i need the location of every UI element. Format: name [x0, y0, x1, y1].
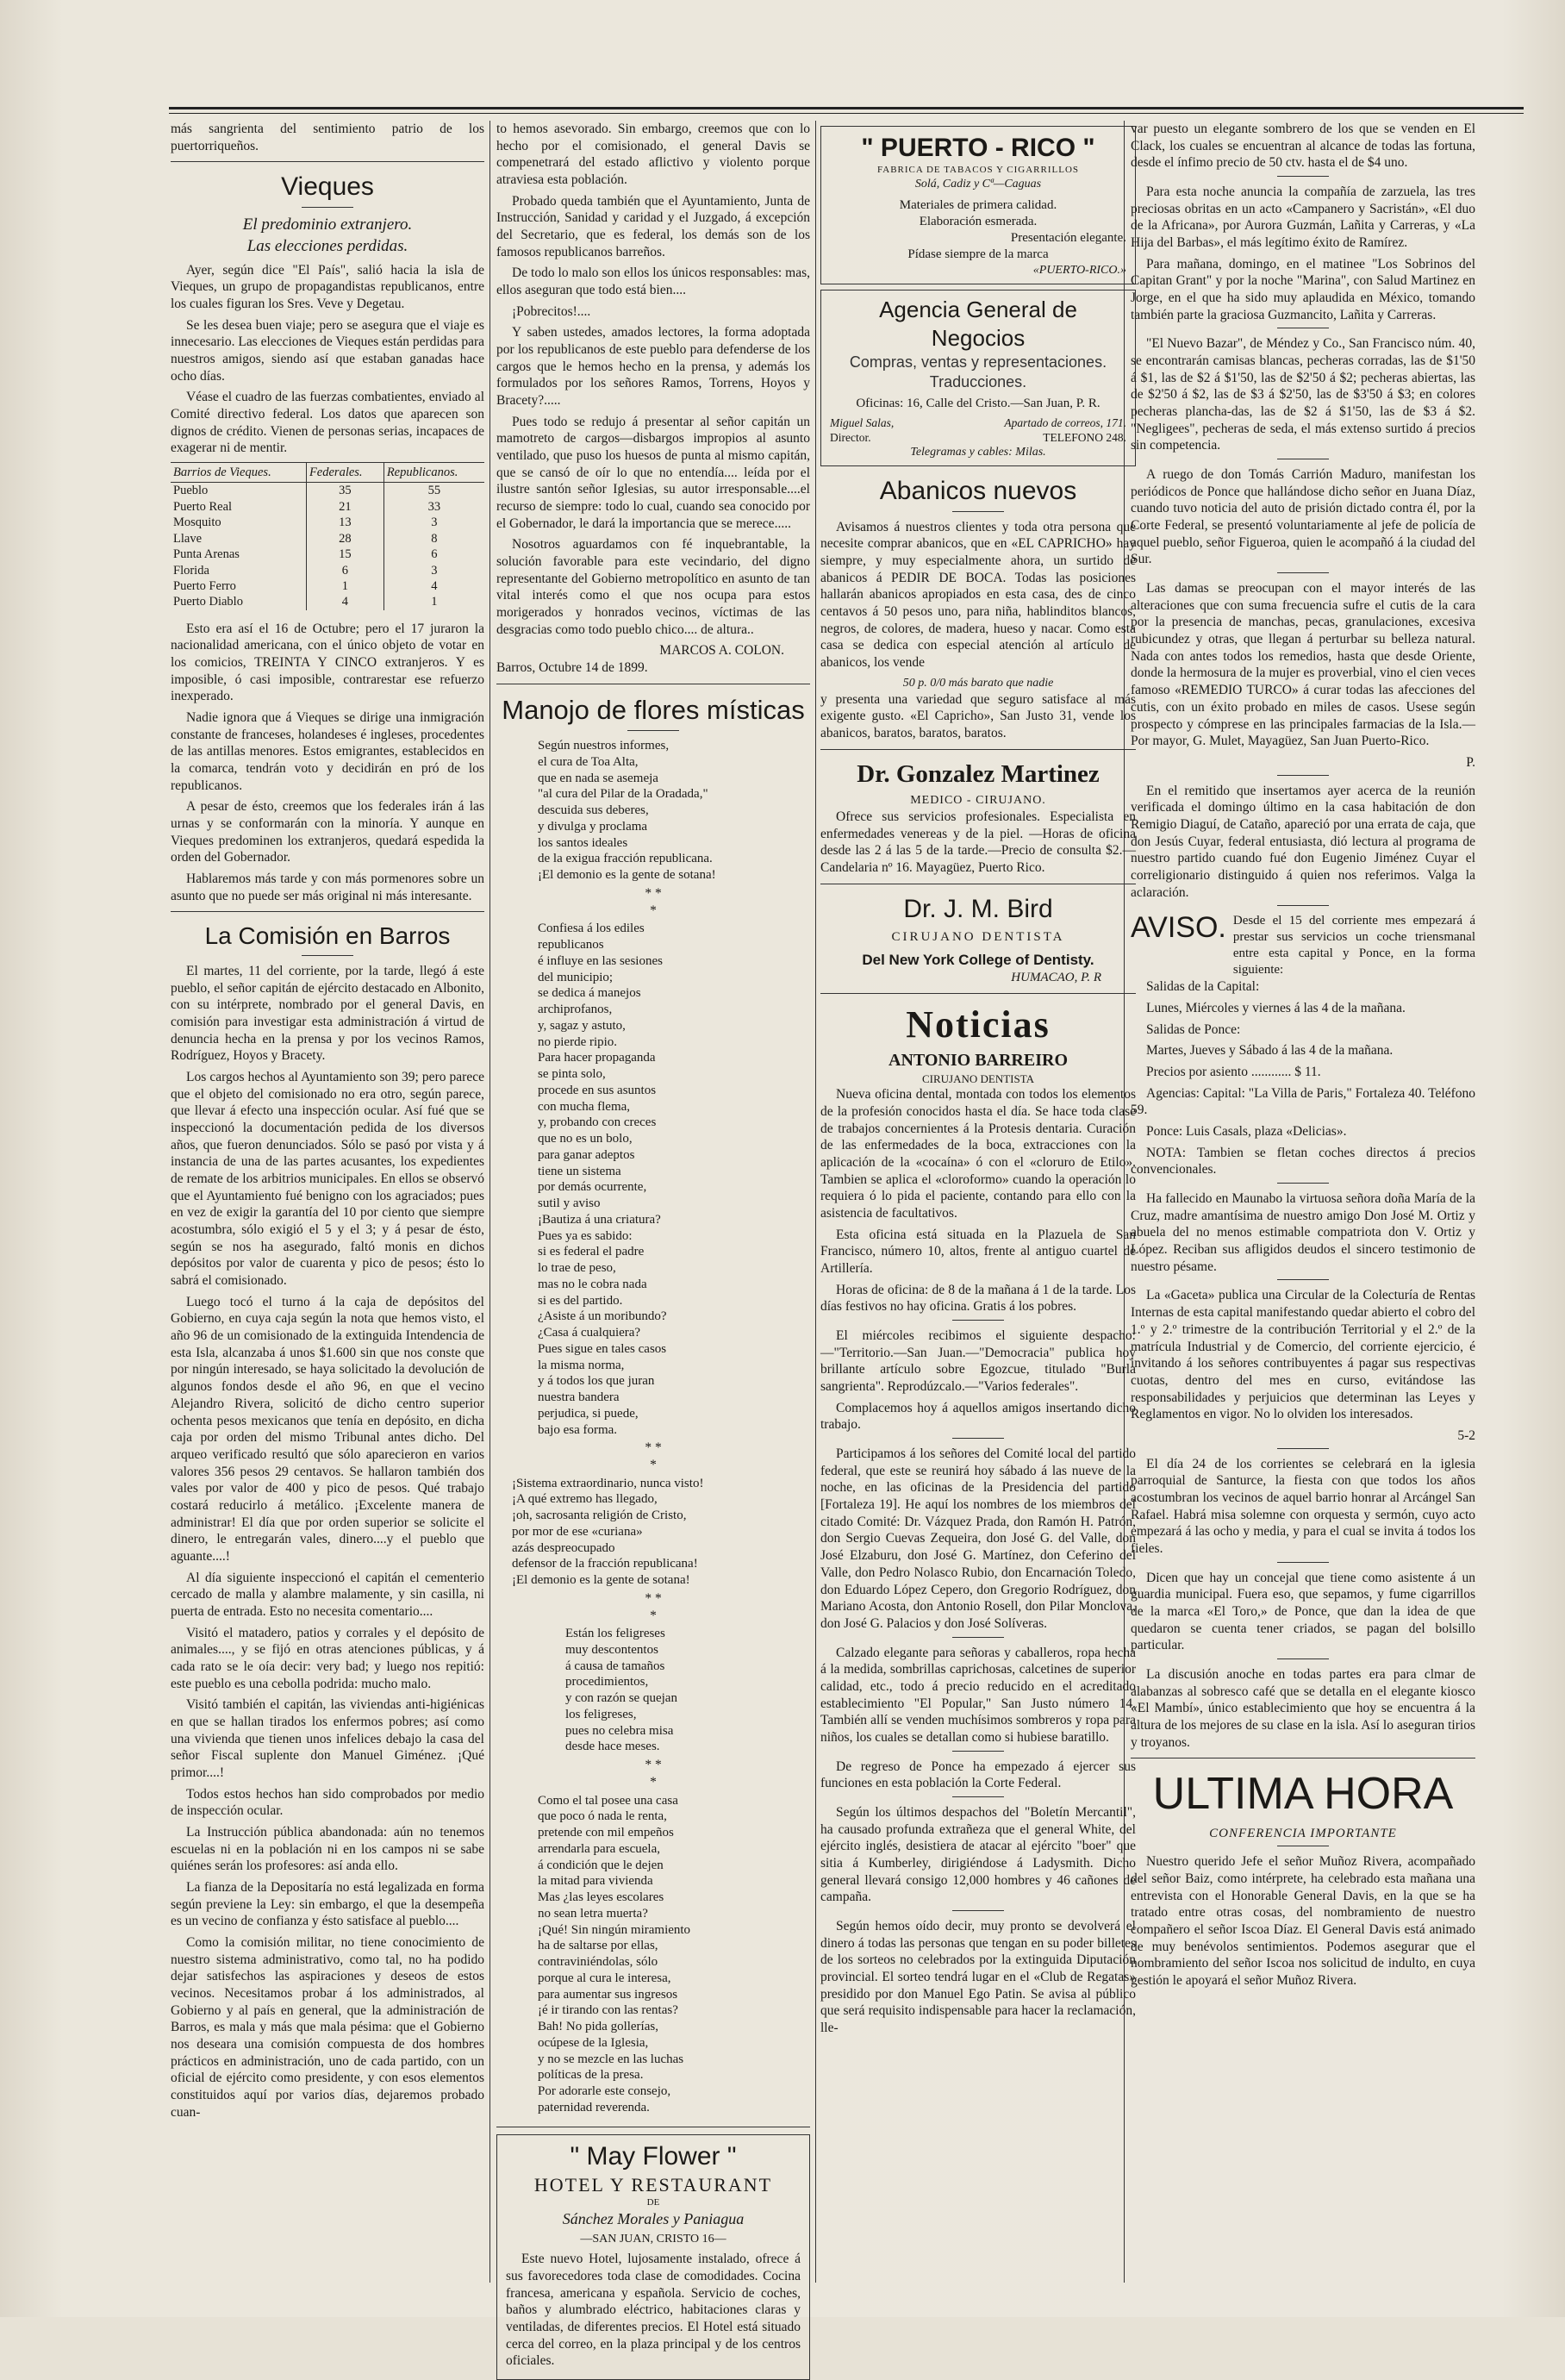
ad-text: Presentación elegante. — [1010, 230, 1126, 245]
poem-line: por demás ocurrente, — [538, 1180, 647, 1195]
paragraph: Y saben ustedes, amados lectores, la forma adoptada por los republicanos de este pueblo para defenderse de los cargos que le hemos hecho en la prensa, y además los formulados por los señores Ramos, Torrens, Hoyos y Bracety?..... — [496, 325, 810, 409]
stanza-separator: * * * — [645, 1440, 662, 1472]
poem-line: defensor de la fracción republicana! — [512, 1557, 698, 1571]
divider — [952, 1320, 1004, 1321]
ad-text: DE — [646, 2196, 660, 2208]
poem-stanza — [496, 1793, 810, 2116]
paragraph: Esto era así el 16 de Octubre; pero el 17 juraron la nacionalidad americana, con el único objeto de votar en los comicios, TREINTA Y CINCO extranjeros. Y es imposible, ó casi imposible, contrarestar ese refuerzo inexperado. — [171, 621, 484, 704]
poem-line: muy descontentos — [565, 1642, 658, 1657]
divider — [1277, 1562, 1329, 1563]
divider — [302, 207, 353, 208]
paragraph: Dicen que hay un concejal que tiene como asistente á un guardia municipal. Fuera eso, que sepamos, y fume cigarrillos de la marca «El Toro,» de Ponce, que dan la idea de que quedaron se cuenta tener criados, se pagan del bolsillo particular. — [1131, 1570, 1475, 1653]
header-rule-thin — [169, 113, 1524, 114]
ad-text: Del New York College of Dentisty. — [862, 951, 1094, 968]
poem-line: la misma norma, — [538, 1358, 625, 1372]
ad-text: Materiales de primera calidad. — [899, 197, 1057, 212]
ad-text: TELEFONO 248. — [1043, 430, 1126, 444]
divider — [952, 1438, 1004, 1439]
column-3 — [820, 121, 1136, 2283]
paragraph: A ruego de don Tomás Carrión Maduro, manifestan los periódicos de Ponce que hallándose dicho señor en Juana Díaz, cuando tuvo noticia del auto de prisión dictado contra él, por la Corte Federal, se presentó voluntariamente al jefe de policía de aquel pueblo, señor Figueroa, quien le acompañó á la ciudad del Sur. — [1131, 467, 1475, 567]
paragraph: Las damas se preocupan con el mayor interés de las alteraciones que con suma frecuencia sufre el cutis de la cara por la presencia de manchas, pecas, granulaciones, excesiva rubicundez y otras, que llegan á perturbar su belleza natural. Nada con antes todos los remedios, hasta que desde Oriente, donde la hermosura de la mujer es proverbial, vino el cien veces famoso «REMEDIO TURCO» á curar todas las afecciones del cutis, con un éxito probado en miles de casos. Usese según prospecto y cómprese en las principales farmacias de la Isla.—Por mayor, G. Mulet, Mayagüez, San Juan Puerto-Rico. — [1131, 581, 1475, 749]
poem-line: "al cura del Pilar de la Oradada," — [538, 787, 708, 802]
table-cell: 4 — [383, 578, 484, 594]
divider — [952, 1637, 1004, 1638]
ad-subtitle: CIRUJANO DENTISTA — [891, 929, 1065, 944]
article-title: ULTIMA HORA — [1152, 1769, 1454, 1820]
poem-line: Bah! No pida gollerías, — [538, 2020, 658, 2034]
ad-title: Agencia General de Negocios — [879, 296, 1077, 351]
poem-line: no pierde ripio. — [538, 1034, 618, 1049]
poem-line: Como el tal posee una casa — [538, 1793, 678, 1808]
poem-stanza — [496, 1476, 810, 1589]
table-cell: 15 — [306, 547, 383, 562]
signature: P. — [1466, 754, 1475, 770]
divider — [302, 955, 353, 956]
poem-line: y, sagaz y astuto, — [538, 1018, 626, 1033]
table-cell: 33 — [383, 499, 484, 515]
ad-text: Telegramas y cables: Milas. — [910, 445, 1046, 459]
table-row — [171, 531, 484, 547]
poem-line: bajo esa forma. — [538, 1422, 618, 1437]
paragraph: La fianza de la Depositaría no está legalizada en forma según previene la Ley: sin embargo, el que la desempeña es un vecino de confianza y ésto satisface al pueblo.... — [171, 1879, 484, 1929]
poem-line: ¡El demonio es la gente de sotana! — [538, 868, 716, 883]
ad-text: Miguel Salas, — [830, 415, 895, 429]
divider — [1277, 905, 1329, 906]
ad-title: " PUERTO - RICO " — [861, 134, 1095, 162]
poem-line: Confiesa á los ediles — [538, 921, 645, 936]
poem-line: Pues ya es sabido: — [538, 1228, 633, 1243]
ad-text: Apartado de correos, 171. — [1004, 415, 1126, 429]
ad-text: HUMACAO, P. R — [1011, 970, 1101, 984]
paragraph: más sangrienta del sentimiento patrio de los puertorriqueños. — [171, 122, 484, 153]
paragraph: var puesto un elegante sombrero de los que se venden en El Clack, los cuales se encuentran al alcance de todas las fortuna, desde el ínfimo precio de 50 ctv. hasta el de $4 uno. — [1131, 122, 1475, 171]
table-cell: Puerto Ferro — [173, 578, 236, 593]
table-cell: 35 — [306, 483, 383, 499]
aviso-label: AVISO. — [1131, 911, 1226, 945]
ad-text: Este nuevo Hotel, lujosamente instalado, ofrece á sus favorecedores toda clase de comodidades. Cocina francesa, americana y española. Servicio de coches, baños y alumbrado eléctrico, habitaciones claras y ventiladas, de diferentes precios. El Hotel está situado cerca del correo, en la plaza principal y de los centros oficiales. — [506, 2252, 801, 2369]
poem-line: del municipio; — [538, 970, 614, 984]
paragraph: La Instrucción pública abandonada: aún no tenemos escuelas ni en la población ni en los campos ni se sabe quiénes serán los profesores: así anda ello. — [171, 1824, 484, 1874]
poem-line: á causa de tamaños — [565, 1659, 665, 1673]
ad-text: Elaboración esmerada. — [919, 214, 1038, 228]
article-subtitle: Las elecciones perdidas. — [246, 236, 408, 255]
table-row — [171, 499, 484, 515]
divider — [627, 730, 679, 731]
paragraph: Avisamos á nuestros clientes y toda otra persona que necesite comprar abanicos, que en «EL CAPRICHO» hay siempre, y muy especialmente ahora, un surtido de abanicos á PEDIR DE BOCA. Todas las posiciones hallarán abanicos apropiados en esta casa, des de cinco centavos á 50 pesos uno, para niña, hablinditos blancos, negros, de colores, de madera, hueso y nacar. Como esta casa se dedica con especial atención al artículo de abanicos, los vende — [820, 519, 1136, 671]
poem-line: no sean letra muerta? — [538, 1906, 648, 1921]
paragraph: Ha fallecido en Maunabo la virtuosa señora doña María de la Cruz, madre amantísima de nuestro amigo Don José M. Ortiz y abuela del no menos estimable compatriota don V. Ortiz y López. Reciban sus afligidos deudos el sincero testimonio de nuestro pésame. — [1131, 1191, 1475, 1274]
stanza-separator: * * * — [645, 1590, 662, 1623]
paragraph: Nosotros aguardamos con fé inquebrantable, la solución favorable para este vecindario, del digno representante del Gobierno metropolítico en asunto de tan vital interés como el que nos ocupa para estos morigerados y honrados vecinos, víctimas de las desgracias como todo pueblo chico.... de altura.. — [496, 537, 810, 637]
poem-line: ¡El demonio es la gente de sotana! — [512, 1573, 690, 1588]
paragraph: Esta oficina está situada en la Plazuela de San Francisco, número 10, altos, frente al antiguo cuartel de Artillería. — [820, 1227, 1136, 1277]
signature: MARCOS A. COLON. — [659, 643, 784, 659]
paragraph: y presenta una variedad que seguro satisface al más exigente gusto. «El Capricho», San Justo 31, vende los abanicos, baratos, baratos, baratos. — [820, 691, 1136, 740]
article-title: Abanicos nuevos — [879, 476, 1077, 505]
ad-text: Solá, Cadiz y Cª—Caguas — [914, 178, 1042, 191]
column-2 — [496, 121, 810, 2369]
poem-stanza — [496, 1626, 810, 1755]
table-cell: 3 — [383, 515, 484, 530]
poem-line: ¡Bautiza á una criatura? — [538, 1212, 661, 1227]
divider — [952, 1910, 1004, 1911]
paragraph: A pesar de ésto, creemos que los federales irán á las urnas y se conformarán con la minoría. Y aunque en Vieques predominen los extranjeros, quedará espedida la orden del Gobernador. — [171, 799, 484, 865]
paragraph: to hemos asevorado. Sin embargo, creemos que con lo hecho por el comisionado, el general Davis se compenetrará del estado aflictivo y violento porque atraviesa esta población. — [496, 122, 810, 188]
mayflower-ad — [496, 2134, 810, 2380]
poem-line: que no es un bolo, — [538, 1132, 633, 1146]
poem-line: ¡Sistema extraordinario, nunca visto! — [512, 1476, 704, 1490]
divider — [1277, 1448, 1329, 1449]
paragraph: Según los últimos despachos del "Boletín Mercantil", ha causado profunda extrañeza que el general White, del ejército inglés, desistiera de atacar al ejército "boer" que sitia á Kumberley, dirigiéndose á Ladysmith. Dicho general llevará consigo 12,000 hombres y 46 cañones de campaña. — [820, 1804, 1136, 1905]
poem-line: mas no le cobra nada — [538, 1277, 647, 1291]
poem-stanza — [496, 738, 810, 884]
table-row — [171, 578, 484, 594]
poem-line: pretende con mil empeños — [538, 1826, 674, 1840]
column-1 — [171, 121, 484, 2283]
column-4 — [1131, 121, 1475, 2283]
poem-line: Según nuestros informes, — [538, 739, 670, 753]
poem-line: Pues sigue en tales casos — [538, 1341, 667, 1356]
table-cell: 1 — [383, 594, 484, 609]
paragraph: De regreso de Ponce ha empezado á ejercer sus funciones en esta población la Corte Federal. — [820, 1758, 1136, 1791]
paragraph: Nueva oficina dental, montada con todos los elementos de la profesión conocidos hasta el día. Se hace toda clase de trabajos concernientes á la Protesis dentaria. Curación de las enfermedades de la boca, extracciones con la aplicación de la «cocaína» ó con el «cloruro de Etilo». Tambien se aplica el «cloroformo» cuando la operación lo requiera ó lo pida el paciente, contando para ello con la asistencia de facultativos. — [820, 1087, 1136, 1221]
divider — [1277, 1279, 1329, 1280]
poem-line: y no se mezcle en las luchas — [538, 2052, 684, 2066]
poem-line: é influye en las sesiones — [538, 953, 663, 968]
stanza-separator: * * * — [645, 885, 662, 918]
paragraph: Al día siguiente inspeccionó el capitán el cementerio cercado de malla y alambre malamente, y sin casilla, ni puerta de entrada. Esto no necesita comentario.... — [171, 1570, 484, 1619]
paragraph: Desde el 15 del corriente mes empezará á prestar sus servicios un coche triensmanal entre esta capital y Ponce, en la forma siguiente: — [1232, 914, 1475, 978]
paragraph: NOTA: Tambien se fletan coches directos á precios convencionales. — [1131, 1145, 1475, 1178]
poem-line: arrendarla para escuela, — [538, 1841, 660, 1856]
table-row — [171, 515, 484, 530]
ad-title: ANTONIO BARREIRO — [888, 1051, 1068, 1071]
paragraph: Visitó el matadero, patios y corrales y el depósito de animales...., y se fijó en otras atenciones públicas, y á cada rato se le oía decir: very bad; y luego nos repitió: este pueblo es una cebolla podrida: mucho malo. — [171, 1625, 484, 1691]
poem-line: perjudica, si puede, — [538, 1406, 639, 1421]
divider — [1277, 176, 1329, 177]
poem-line: que en nada se asemeja — [538, 771, 658, 785]
poem-line: azás despreocupado — [512, 1540, 615, 1555]
signature: 5-2 — [1457, 1427, 1475, 1443]
ad-subtitle: CIRUJANO DENTISTA — [921, 1071, 1035, 1085]
paragraph: Salidas de Ponce: — [1146, 1021, 1241, 1037]
table-header: Republicanos. — [383, 463, 484, 483]
table-row — [171, 483, 484, 499]
paragraph: Lunes, Miércoles y viernes á las 4 de la mañana. — [1146, 1001, 1406, 1016]
paragraph: Calzado elegante para señoras y caballeros, ropa hecha á la medida, sombrillas caprichosas, calcetines de superior calidad, etc., todo á precio reducido en el acreditado establecimiento "El Popular," San Justo número 14. También allí se venden muchísimos sombreros y ropa para niños, los cuales se detallan como si hubiese baratillo. — [820, 1645, 1136, 1745]
puerto-rico-ad — [820, 126, 1136, 284]
divider — [820, 993, 1136, 994]
poem-line: ¿Asiste á un moribundo? — [538, 1309, 667, 1324]
table-cell: 6 — [383, 547, 484, 562]
divider — [1277, 572, 1329, 573]
table-cell: 4 — [306, 594, 383, 609]
poem-line: ¡oh, sacrosanta religión de Cristo, — [512, 1509, 687, 1523]
poem-line: de la exigua fracción republicana. — [538, 852, 713, 866]
ad-subtitle: HOTEL Y RESTAURANT — [533, 2173, 773, 2196]
ad-title: Dr. J. M. Bird — [903, 894, 1053, 923]
poem-line: tiene un sistema — [538, 1164, 621, 1178]
poem-line: Para hacer propaganda — [538, 1051, 656, 1065]
paragraph: "El Nuevo Bazar", de Méndez y Co., San Francisco núm. 40, se encontrarán camisas blancas, pecheras corradas, las de $1'50 á $1, las de $2 á $1'50, las de $2'50 á $2; pecheras abiertas, las de $2'50 á $2, las de $3 á $2'50, las de $3'50 á $3; en colores pecheras plancha-das, las de $2 á $1'50, las de $3 á $2. "Negligees", pecheras de seda, el más extenso surtido á precios sin competencia. — [1131, 336, 1475, 453]
table-cell: 1 — [306, 578, 383, 594]
article-title: Manojo de flores místicas — [502, 694, 805, 725]
poem-line: que poco ó nada le renta, — [538, 1809, 667, 1824]
table-row — [171, 563, 484, 578]
section-title: Noticias — [906, 1003, 1051, 1046]
poem-line: si es del partido. — [538, 1293, 623, 1308]
poem-line: y con razón se quejan — [565, 1691, 677, 1706]
ad-text: Director. — [830, 430, 871, 444]
poem-line: los santos ideales — [538, 835, 628, 850]
aviso-block — [1131, 913, 1475, 978]
table-cell: Llave — [173, 531, 203, 546]
paragraph: ¡Pobrecitos!.... — [512, 303, 591, 319]
divider — [820, 749, 1136, 750]
table-cell: 3 — [383, 563, 484, 578]
ad-row — [830, 415, 1126, 430]
paragraph: Luego tocó el turno á la caja de depósitos del Gobierno, en cuya caja según la nota que hemos visto, el año 96 de un comisionado de la extinguida Intendencia de esta Isla, alcanzaba á unos $1.600 sin que nos conste que por ningún interesado, se haya solicitado la devolución de algunos fondos desde el año 96, en que el vecino Alejandro Rivera, solicitó de dicho centro superior ochenta pesos mexicanos que tenía en depósito, en dicha caja por orden del mismo Tribunal antes dicho. Del arqueo verificado resultó que sólo aparecieron en varios valores 356 pesos 29 centavos. Se hallaron también dos vales por valor de 400 y pico de pesos. Qué trabajo costará reducirlo á metálico. ¡Excelente manera de administrar! El día que por orden superior se solicite el dinero, le entregarán vales, dinero....y el pueblo que aguante....! — [171, 1294, 484, 1564]
ad-title: Dr. Gonzalez Martinez — [857, 759, 1100, 788]
divider — [1277, 1183, 1329, 1184]
poem-line: ¡é ir tirando con las rentas? — [538, 2003, 678, 2018]
poem-line: desde hace meses. — [565, 1740, 660, 1754]
table-row — [171, 547, 484, 562]
poem-line: á condición que le dejen — [538, 1858, 664, 1872]
poem-line: ocúpese de la Iglesia, — [538, 2035, 649, 2050]
paragraph: La discusión anoche en todas partes era para clmar de alabanzas al sobresco café que se detalla en el elegante kiosco «El Mambí», único establecimiento que hoy se encuentra á la altura de los mejores de su clase en la isla. Así lo aseguran tirios y troyanos. — [1131, 1666, 1475, 1750]
column-divider — [489, 121, 490, 2283]
divider — [952, 1751, 1004, 1752]
poem-line: nuestra bandera — [538, 1390, 620, 1405]
paragraph: Salidas de la Capital: — [1146, 979, 1260, 995]
poem-line: y divulga y proclama — [538, 819, 648, 834]
table-cell: Florida — [173, 563, 209, 578]
poem-line: los feligreses, — [565, 1707, 637, 1721]
poem-line: para aumentar sus ingresos — [538, 1987, 678, 2002]
ad-address: Oficinas: 16, Calle del Cristo.—San Juan, P. R. — [856, 396, 1100, 410]
paragraph: Para mañana, domingo, en el matinee "Los Sobrinos del Capitan Grant" y por la noche "Marina", con Salud Martinez en Jorge, en el que ha sido muy aplaudida en México, tomando también parte la graciosa Guzmancito, Lañita y Carreras. — [1131, 256, 1475, 322]
poem-line: la mitad para vivienda — [538, 1874, 653, 1889]
article-title: La Comisión en Barros — [204, 922, 451, 950]
poem-line: si es federal el padre — [538, 1245, 645, 1259]
table-cell: 55 — [383, 483, 484, 499]
ad-address: —SAN JUAN, CRISTO 16— — [580, 2233, 726, 2246]
paragraph: Se les desea buen viaje; pero se asegura que el viaje es innecesario. Las elecciones de Vieques están perdidas para nuestros amigos, siendo así que estaban ganadas hace ocho días. — [171, 317, 484, 384]
table-header: Federales. — [306, 463, 383, 483]
table-cell: Pueblo — [173, 484, 209, 498]
poem-line: ¿Casa á cualquiera? — [538, 1326, 641, 1340]
poem-line: el cura de Toa Alta, — [538, 754, 639, 769]
poem-line: descuida sus deberes, — [538, 803, 649, 818]
paragraph: Probado queda también que el Ayuntamiento, Junta de Instrucción, Sanidad y caridad y el Juzgado, á excepción del Secretario, que es federal, los demás son de los famosos republicanos barreños. — [496, 193, 810, 259]
poem-line: republicanos — [538, 938, 604, 953]
paragraph: Ofrece sus servicios profesionales. Especialista en enfermedades venereas y de la piel. —Horas de oficina desde las 2 á las 5 de la tarde.—Precio de consulta $2.—Candelaria nº 16. Mayagüez, Puerto Rico. — [820, 809, 1136, 876]
poem-line: ¡A qué extremo has llegado, — [512, 1492, 658, 1507]
ad-subtitle: FABRICA DE TABACOS Y CIGARRILLOS — [876, 165, 1080, 176]
dateline: Barros, Octubre 14 de 1899. — [496, 660, 648, 676]
paragraph: Nadie ignora que á Vieques se dirige una inmigración constante de franceses, holandeses é ingleses, procedentes de las antillas menores. Estos emigrantes, establecidos en la comarca, tendrán voto y decidirán en pró de los republicanos. — [171, 710, 484, 793]
divider — [1277, 775, 1329, 776]
article-title: Vieques — [281, 172, 374, 202]
ad-subtitle: MEDICO - CIRUJANO. — [910, 794, 1046, 808]
paragraph: La «Gaceta» publica una Circular de la Colecturía de Rentas Internas de esta capital manifestando quedar abierto el cobro del 1.º y 2.º trimestre de la contribución Territorial y el 2.º de la matrícula Industrial y de Comercio, del corriente ejercicio, é invitando á los señores contribuyentes á pagar sus respectivas cuotas, dentro del mes en curso, evitándose las responsabilidades y perjuicios que determinan las Leyes y Reglamentos en vigor. No lo olviden los interesados. — [1131, 1288, 1475, 1422]
divider — [171, 161, 484, 162]
paragraph: Según hemos oído decir, muy pronto se devolverá el dinero á todas las personas que tengan en su poder billetes de los sorteos no celebrados por la extinguida Diputación provincial. El sorteo tendrá lugar en el «Club de Regatas» presidido por don Manuel Ego Patin. Se avisa al público que será requisito indispensable para hacer la reclamación, lle- — [820, 1918, 1136, 2035]
table-cell: Puerto Real — [173, 499, 233, 514]
paragraph: Agencias: Capital: "La Villa de Paris," Fortaleza 40. Teléfono 59. — [1131, 1085, 1475, 1118]
paragraph: Véase el cuadro de las fuerzas combatientes, enviado al Comité directivo federal. Los datos que aparecen son dignos de crédito. Vienen de personas serias, incapaces de exagerar ni de mentir. — [171, 390, 484, 456]
header-rule — [169, 107, 1524, 109]
poem-line: ¡Qué! Sin ningún miramiento — [538, 1922, 691, 1937]
poem-line: archiprofanos, — [538, 1003, 613, 1017]
poem-stanza — [496, 921, 810, 1438]
poem-line: para ganar adeptos — [538, 1147, 635, 1162]
poem-line: paternidad reverenda. — [538, 2100, 650, 2115]
poem-line: y, probando con creces — [538, 1115, 657, 1130]
table-cell: 6 — [306, 563, 383, 578]
paragraph: Nuestro querido Jefe el señor Muñoz Rivera, acompañado del señor Baiz, como intérprete, ha celebrado esta mañana una entrevista con el Honorable General Davis, en la que se ha tratado entre otras cosas, del nombramiento de nuestro compañero el señor Iscoa Díaz. El General Davis está animado de muy benévolos sentimientos. Podemos asegurar que el nombramiento del señor Iscoa nos solicitud de indulto, en cuya gestión le apoyará el señor Muñoz Rivera. — [1131, 1854, 1475, 1989]
poem-line: contraviniéndolas, sólo — [538, 1955, 658, 1970]
poem-line: Mas ¿las leyes escolares — [538, 1890, 664, 1905]
table-cell: 13 — [306, 515, 383, 530]
table-cell: Mosquito — [173, 515, 221, 530]
paragraph: El martes, 11 del corriente, por la tarde, llegó á este pueblo, el señor capitán de ejército destacado en Albonito, con su intérprete, nombrado por el general Davis, en comisión para investigar esta administración á virtud de denuncia hecha en la prensa y por los vecinos Ramos, Rodríguez, Hoyos y Bracety. — [171, 964, 484, 1064]
poem-line: y á todos los que juran — [538, 1374, 655, 1389]
poem-line: se pinta solo, — [538, 1067, 606, 1082]
paragraph: Como la comisión militar, no tiene conocimiento de nuestro sistema administrativo, como tal, no ha podido dejar satisfechos las aspiraciones y deseos de estos vecinos. Necesitamos probar á los administrados, al Gobierno y al país en general, que la administración de Barros, es mala y más que mala pésima: que el Gobierno nos deseara una comisión compuesta de dos hombres prácticos en administración, uno de cada partido, con un oficial de ejército como presidente, y con esos elementos constituidos aquí por varios días, dejaremos probado cuan- — [171, 1934, 484, 2120]
paragraph: El día 24 de los corrientes se celebrará en la iglesia parroquial de Santurce, la fiesta con que todos los años acostumbran los vecinos de aquel barrio honrar al Arcángel San Rafael. Habrá misa solemne con orquesta y sermón, cuyo acto empezará á las ocho y media, y para el cual se invita á todos los fieles. — [1131, 1456, 1475, 1556]
election-table — [171, 462, 484, 610]
paragraph: Hablaremos más tarde y con más pormenores sobre un asunto que no puede ser más original ni más interesante. — [171, 871, 484, 903]
ad-owners: Sánchez Morales y Paniagua — [562, 2209, 745, 2227]
paragraph: Horas de oficina: de 8 de la mañana á 1 de la tarde. Los días festivos no hay oficina. Gratis á los pobres. — [820, 1282, 1136, 1315]
poem-line: políticas de la presa. — [538, 2068, 644, 2083]
divider — [952, 1796, 1004, 1797]
poem-line: ha de saltarse por ellas, — [538, 1939, 658, 1953]
paragraph: Pues todo se redujo á presentar al señor capitán un mamotreto de cargos—disbargos impropios al asunto ventilado, que puso los huesos de punta al mismo capitán, que se cansó de oír lo que no entendía.... leída por el ilustre santón señor Iglesias, su autor irresponsable....el recurso de siempre: todo lo cual, cuando sea conocido por el Gobernador, le dará la importancia que se merece..... — [496, 414, 810, 531]
paragraph: El miércoles recibimos el siguiente despacho:—"Territorio.—San Juan.—"Democracia" publica hoy brillante artículo sobre Egozcue, titulado "Burla sangrienta". Reprodúzcalo.—"Varios federales". — [820, 1328, 1136, 1395]
paragraph: Participamos á los señores del Comité local del partido federal, que este se reunirá hoy sábado á las nueve de la noche, en las oficinas de la Presidencia del partido [Fortaleza 19]. He aquí los nombres de los miembros del citado Comité: Dr. Vázquez Prada, don Ramón H. Patrón, don Sergio Cuevas Zequeira, don José G. del Valle, don José Elzaburu, don José G. Martínez, don Ceferino del Valle, don Pedro Nolasco Rubio, don Encarnación Toledo, don Eduardo López Cepero, don Gregorio Rodríguez, don Mariano Acosta, don Antonio Rosell, don Pilar Monclova, don José G. Palacios y don José Solíveras. — [820, 1446, 1136, 1631]
divider — [171, 911, 484, 912]
paragraph: En el remitido que insertamos ayer acerca de la reunión verificada el domingo último en la casa habitación de don Remigio Diaguí, de Cataño, apareció por una errata de caja, que don Jesús Cuyar, federal entusiasta, dió lectura al programa de nuestro partido cuando fué don Eugenio Jiménez Cuyar el correligionario distinguido á quien nos referimos. Valga la aclaración. — [1131, 783, 1475, 900]
table-cell: Punta Arenas — [173, 547, 240, 562]
ad-text: Pídase siempre de la marca — [907, 247, 1049, 261]
paragraph: Ayer, según dice "El País", salió hacia la isla de Vieques, un grupo de propagandistas republicanos, entre los cuales figuran los Sres. Veve y Degetau. — [171, 262, 484, 312]
paragraph: Para esta noche anuncia la compañía de zarzuela, las tres preciosas obritas en un acto «Campanero y Sacristán», «El duo de la Africana», por Aurora Guzmán, Lañita y Carreras, y «La Hija del Barbas», el más legítimo éxito de Ramírez. — [1131, 184, 1475, 251]
emphasis-line: 50 p. 0/0 más barato que nadie — [902, 676, 1054, 690]
poem-line: se dedica á manejos — [538, 986, 641, 1001]
paragraph: Complacemos hoy á aquellos amigos insertando dicho trabajo. — [820, 1400, 1136, 1433]
paragraph: Todos estos hechos han sido comprobados por medio de inspección ocular. — [171, 1786, 484, 1819]
poem-line: por mor de ese «curiana» — [512, 1524, 643, 1539]
paragraph: De todo lo malo son ellos los únicos responsables: mas, ellos aseguran que todo está bien.... — [496, 265, 810, 298]
paragraph: Los cargos hechos al Ayuntamiento son 39; pero parece que el objeto del comisionado no era otro, según parece, que llevar á efecto una inspección ocular. Así fué que se inspeccionó la documentación pedida de los diversos años, que fueron denunciados. Sólo se pasó por vista y á instancia de una de las partes acusantes, los expedientes de remate de los arbitrios municipales. En ellos se observó que el Ayuntamiento fué benigno con los agraciados; pues en vez de exigir la garantía del 10 por ciento que siempre acostumbra, sólo exigió el 5 y el 3; y á pesar de ésto, según se nos ha asegurado, faltó monis en dichos depósitos por valor de cuarenta y pico de pesos; ésto lo sabrá el comisionado. — [171, 1070, 484, 1289]
poem-line: Están los feligreses — [565, 1627, 665, 1641]
poem-line: procedimientos, — [565, 1675, 649, 1690]
poem-line: Por adorarle este consejo, — [538, 2084, 671, 2099]
poem-line: pues no celebra misa — [565, 1723, 674, 1738]
paragraph: Martes, Jueves y Sábado á las 4 de la mañana. — [1146, 1043, 1394, 1059]
poem-line: sutil y aviso — [538, 1196, 601, 1211]
table-cell: 28 — [306, 531, 383, 547]
poem-line: porque al cura le interesa, — [538, 1971, 671, 1985]
paragraph: Precios por asiento ............ $ 11. — [1146, 1065, 1321, 1080]
stanza-separator: * * * — [645, 1758, 662, 1790]
ad-text: «PUERTO-RICO.» — [1032, 264, 1126, 278]
ad-subtitle: Traducciones. — [929, 372, 1027, 390]
poem-line: lo trae de peso, — [538, 1261, 616, 1276]
table-header: Barrios de Vieques. — [171, 463, 306, 483]
paragraph: Ponce: Luis Casals, plaza «Delicias». — [1146, 1124, 1347, 1140]
divider — [952, 511, 1004, 512]
table-cell: 8 — [383, 531, 484, 547]
article-subtitle: El predominio extranjero. — [242, 216, 413, 234]
agencia-ad — [820, 290, 1136, 466]
ad-title: " May Flower " — [570, 2141, 737, 2171]
ad-subtitle: Compras, ventas y representaciones. — [849, 353, 1107, 371]
table-row — [171, 594, 484, 609]
poem-line: con mucha flema, — [538, 1099, 631, 1114]
column-divider — [815, 121, 816, 2283]
poem-line: procede en sus asuntos — [538, 1083, 657, 1097]
paragraph: Visitó también el capitán, las viviendas anti-higiénicas en que se hallan tirados los enfermos pobres; así como una vivienda que tienen unos infelices debajo la casa del señor Fiscal suplente don Manuel Giménez. ¡Qué primor....! — [171, 1697, 484, 1780]
table-cell: 21 — [306, 499, 383, 515]
article-subtitle: CONFERENCIA IMPORTANTE — [1209, 1827, 1397, 1841]
table-cell: Puerto Diablo — [173, 595, 243, 609]
ad-row — [830, 430, 1126, 445]
